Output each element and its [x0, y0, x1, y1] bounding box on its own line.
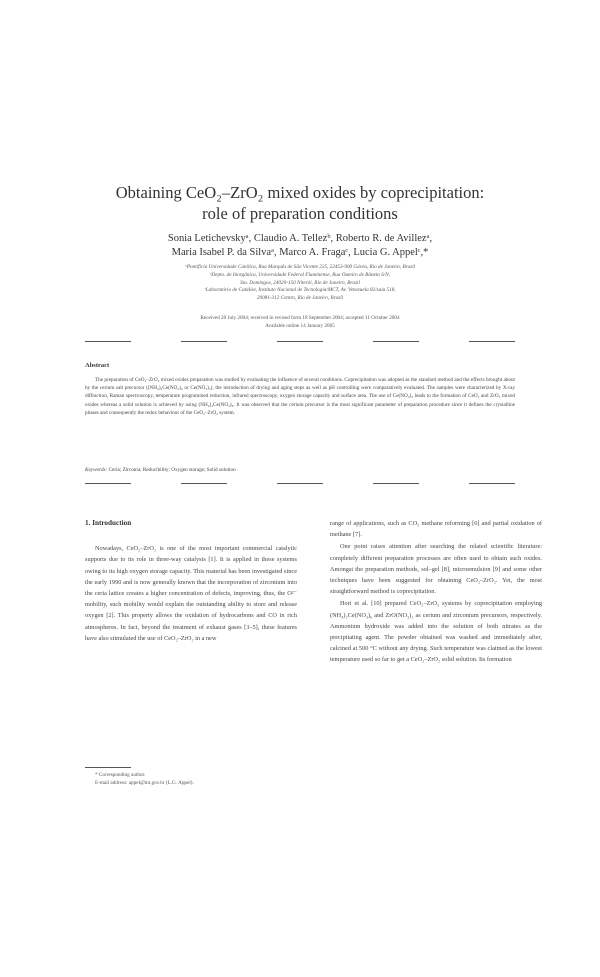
email-note: E-mail address: appel@int.gov.br (L.G. Appel).	[95, 780, 194, 786]
left-column	[85, 518, 297, 644]
right-paragraph-3: Hori et al. [10] prepared CeO₂–ZrO₂ systems by coprecipitation employing (NH₄)₂Ce(NO₃)₆ and ZrO(NO₃)₂ as cerium and zirconium precursors, respectively. Ammonium hydroxide was added into the solution of both nitrates as the precipitating agent. The powder obtained was washed and immediately after, calcined at 500 °C without any drying. Such temperature was claimed as the lowest temperature used so far to get a CeO₂–ZrO₂ solid solution. Its formation	[330, 600, 542, 664]
article-title	[60, 182, 540, 224]
abstract-divider	[85, 483, 515, 485]
introduction-paragraph-1: Nowadays, CeO₂–ZrO₂ is one of the most important commercial catalytic supports due to its role in three-way catalysis [1]. It is applied in these systems owing to its high oxygen storage capacity. This material has been investigated since the early 1990 and is now generally known that the incorporation of zirconium into the ceria lattice creates a higher concentration of defects, improving, thus, the O²⁻ mobility, such mobility would explain the outstanding ability to store and release oxygen [2]. This property allows the oxidation of hydrocarbons and CO in rich atmospheres. In fact, beyond the treatment of exhaust gases [3–5], these features have also stimulated the use of CeO₂–ZrO₂ in a new	[85, 545, 297, 642]
footnotes	[85, 771, 297, 787]
abstract-heading: Abstract	[85, 362, 110, 369]
affiliation-a: ᵃPontifícia Universidade Católica, Rua Marquês de São Vicente 225, 22453-900 Gávea, Rio de Janeiro, Brazil	[184, 264, 416, 270]
received-line: Received 20 July 2004; received in revised form 18 September 2004; accepted 11 October 2004	[200, 315, 400, 321]
footnote-rule	[85, 767, 131, 768]
introduction-heading: 1. Introduction	[85, 519, 132, 527]
header-divider	[85, 341, 515, 343]
keywords	[85, 466, 515, 474]
right-paragraph-1: range of applications, such as CO₂ methane reforming [6] and partial oxidation of methane [7].	[330, 520, 542, 539]
keywords-label: Keywords:	[85, 467, 108, 473]
affiliation-c-line-2: 20081-312 Centro, Rio de Janeiro, Brazil	[256, 295, 344, 302]
affiliations	[110, 264, 490, 303]
right-column	[330, 518, 542, 666]
affiliation-b-line-2: Sta. Domingos, 24020-150 Niterói, Rio de Janeiro, Brazil	[240, 279, 360, 286]
abstract-text: The preparation of CeO₂–ZrO₂ mixed oxides preparation was studied by evaluating the influence of several conditions. Coprecipitation was adopted as the standard method and the effects brought about by the cerium salt precursor ((NH₄)₂Ce(NO₃)₆ or Ce(NO₃)₃), the introduction of drying and aging steps as well as pH controlling were comparatively evaluated. The samples were characterized by X-ray diffraction, Raman spectroscopy, temperature programmed reduction, infrared spectroscopy, oxygen storage capacity and surface area. The use of Ce(NO₃)₃ leads to the formation of CeO₂ and ZrO₂ mixed oxides whereas a solid solution is achieved by using (NH₄)₂Ce(NO₃)₆. It was observed that the cerium precursor is the most significant parameter of preparation procedure since it defines the crystalline phases and consequently the redox behaviour of the CeO₂–ZrO₂ system.	[85, 377, 515, 416]
author-line-1: Sonia Letichevskyᵃ, Claudio A. Tellezᵇ, Roberto R. de Avillezᵃ,	[167, 233, 433, 244]
corresponding-author-note: * Corresponding author.	[95, 772, 146, 778]
author-line-2: Maria Isabel P. da Silvaᵃ, Marco A. Fragaᶜ, Lucia G. Appelᶜ,*	[171, 247, 429, 258]
received-dates	[110, 315, 490, 331]
right-paragraph-2: One point raises attention after searching the related scientific literature: completely different preparation processes are often used to obtain such oxides. Amongst the preparation methods, sol–gel [8], microemulsion [9] and some other techniques have been suggested for obtaining CeO₂–ZrO₂. Yet, the most straightforward method is coprecipitation.	[330, 543, 542, 596]
keywords-text: Ceria; Zirconia; Reducibility; Oxygen storage; Solid solution	[108, 467, 236, 473]
available-online-line: Available online 14 January 2005	[265, 322, 335, 329]
title-line-2: role of preparation conditions	[202, 204, 398, 223]
title-line-1: Obtaining CeO₂–ZrO₂ mixed oxides by coprecipitation:	[115, 183, 485, 202]
affiliation-b-line-1: ᵇDepto. de Inorgânica, Universidade Federal Fluminense, Rua Outeiro de Bâneta S/N,	[210, 271, 390, 278]
author-list	[90, 232, 510, 260]
affiliation-c-line-1: ᶜLaboratório de Catálise, Instituto Nacional de Tecnologia/MCT, Av. Venezuela 82/sala 518,	[204, 287, 396, 294]
